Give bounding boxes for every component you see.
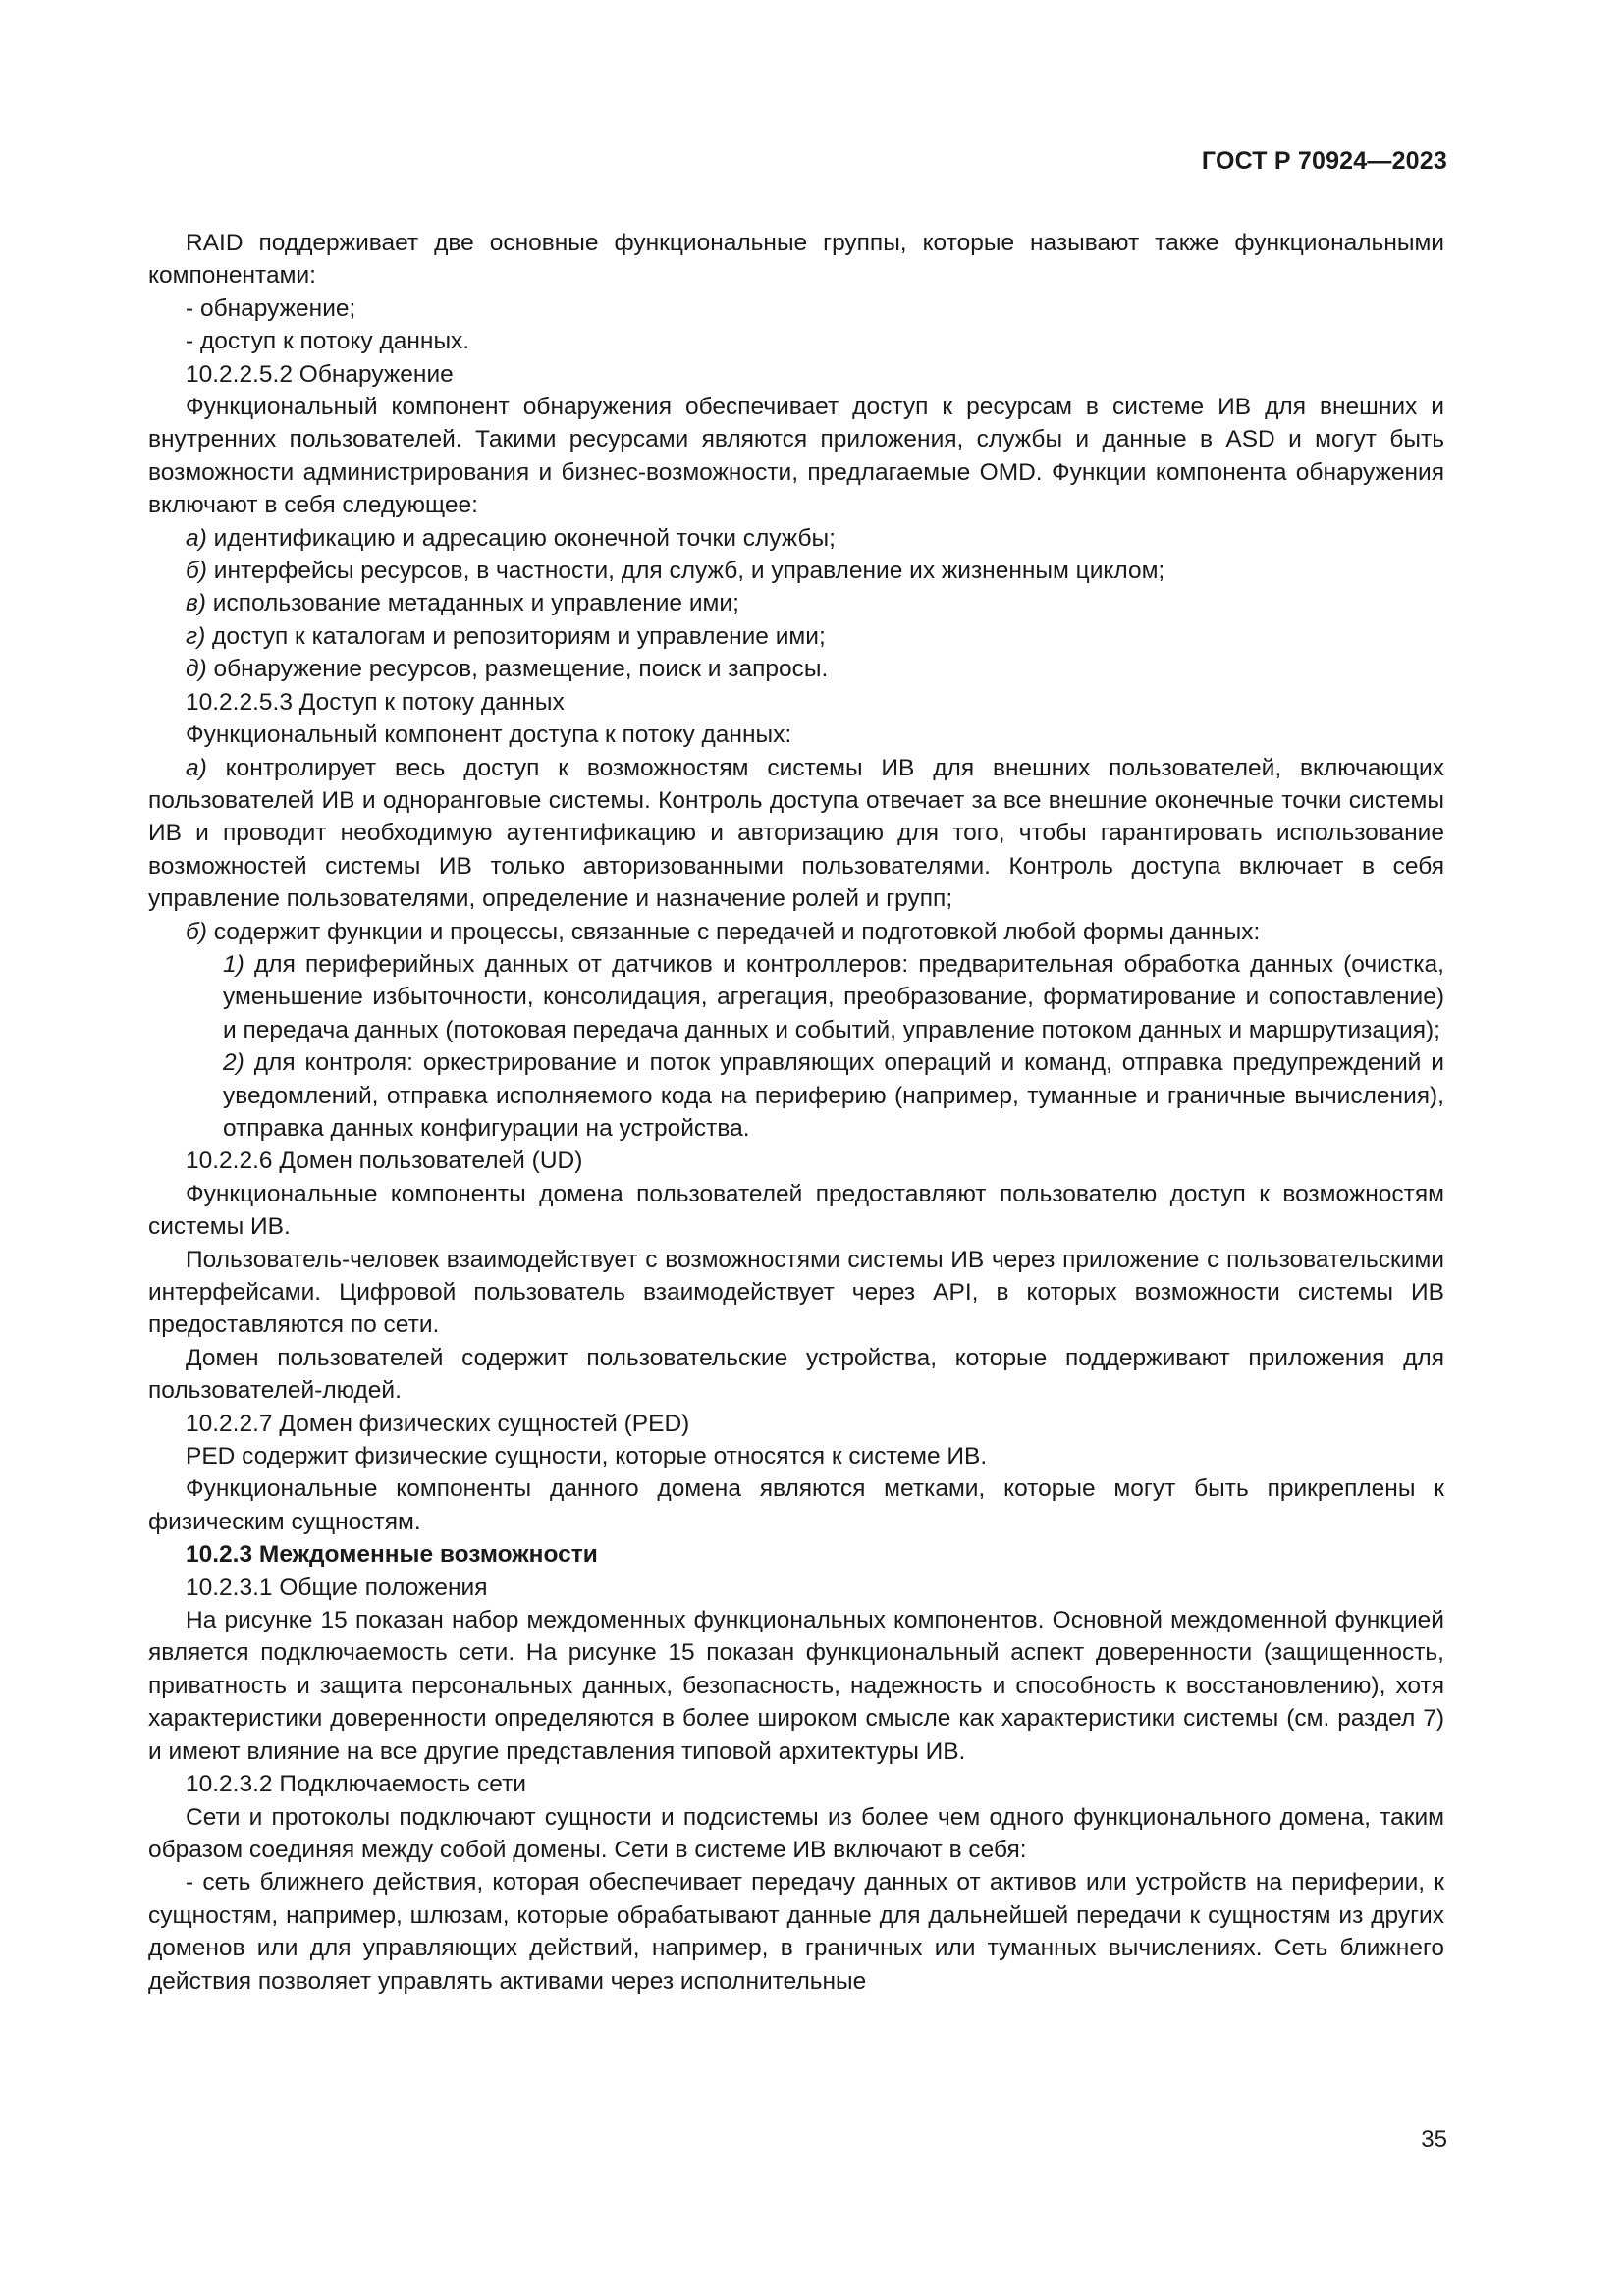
sub-list-item [148, 948, 1444, 1046]
paragraph: RAID поддерживает две основные функциональные группы, которые называют также функциональными компонентами: [148, 230, 1444, 290]
paragraph: 10.2.2.5.3 Доступ к потоку данных [186, 688, 565, 716]
list-marker: г) [186, 622, 206, 650]
list-marker: а) [186, 754, 207, 781]
paragraph: Сети и протоколы подключают сущности и подсистемы из более чем одного функционального домена, таким образом соединяя между собой домены. Сети в системе ИВ включают в себя: [148, 1803, 1444, 1863]
document-header: ГОСТ Р 70924—2023 [1201, 147, 1447, 175]
list-marker: а) [186, 524, 207, 552]
paragraph: 10.2.2.6 Домен пользователей (UD) [186, 1148, 583, 1175]
sub-list-item [148, 1046, 1444, 1145]
paragraph: Пользователь-человек взаимодействует с возможностями системы ИВ через приложение с пользовательскими интерфейсами. Цифровой пользователь взаимодействует через API, в которых возможности системы ИВ предоставляются по сети. [148, 1246, 1444, 1339]
list-item [148, 587, 1444, 619]
paragraph: Домен пользователей содержит пользовательские устройства, которые поддерживают приложения для пользователей-людей. [148, 1344, 1444, 1405]
list-marker: б) [186, 918, 207, 945]
paragraph: Функциональный компонент доступа к потоку данных: [186, 721, 792, 749]
list-marker: 2) [223, 1049, 244, 1077]
section-heading: 10.2.3 Междоменные возможности [186, 1541, 598, 1569]
list-item [148, 620, 1444, 653]
paragraph: Функциональные компоненты данного домена являются метками, которые могут быть прикреплены к физическим сущностям. [148, 1475, 1444, 1535]
list-item [148, 653, 1444, 685]
paragraph: Функциональный компонент обнаружения обеспечивает доступ к ресурсам в системе ИВ для внешних и внутренних пользователей. Такими ресурсами являются приложения, службы и данные в ASD и могут быть возможности администрирования и бизнес-возможности, предлагаемые OMD. Функции компонента обнаружения включают в себя следующее: [148, 394, 1444, 519]
list-dash-item: - обнаружение; [186, 294, 356, 322]
list-item-text: для контроля: оркестрирование и поток управляющих операций и команд, отправка предупреждений и уведомлений, отправка исполняемого кода на периферию (например, туманные и граничные вычисления), отправка данных конфигурации на устройства. [223, 1049, 1444, 1142]
list-marker: д) [186, 656, 207, 683]
list-item-text: содержит функции и процессы, связанные с передачей и подготовкой любой формы данных: [206, 918, 1261, 945]
list-marker: б) [186, 558, 207, 585]
paragraph: Функциональные компоненты домена пользователей предоставляют пользователю доступ к возможностям системы ИВ. [148, 1180, 1444, 1241]
list-marker: 1) [223, 950, 244, 978]
list-item-text: для периферийных данных от датчиков и контроллеров: предварительная обработка данных (очистка, уменьшение избыточности, консолидация, агрегация, преобразование, форматирование и сопоставление) и передача данных (потоковая передача данных и событий, управление потоком данных и маршрутизация); [223, 950, 1444, 1043]
paragraph: PED содержит физические сущности, которые относятся к системе ИВ. [186, 1443, 988, 1470]
list-item-text: обнаружение ресурсов, размещение, поиск и запросы. [206, 656, 829, 683]
list-dash-item: - доступ к потоку данных. [186, 328, 470, 355]
list-marker: в) [186, 590, 206, 617]
list-item-text: контролирует весь доступ к возможностям системы ИВ для внешних пользователей, включающих пользователей ИВ и одноранговые системы. Контроль доступа отвечает за все внешние оконечные точки системы ИВ и проводит необходимую аутентификацию и авторизацию для того, чтобы гарантировать использование возможностей системы ИВ только авторизованными пользователями. Контроль доступа включает в себя управление пользователями, определение и назначение ролей и групп; [148, 754, 1444, 913]
list-item [148, 916, 1444, 948]
paragraph: 10.2.3.1 Общие положения [186, 1574, 488, 1601]
list-item-text: доступ к каталогам и репозиториям и управление ими; [205, 622, 826, 650]
document-body [148, 227, 1444, 1998]
list-item-text: использование метаданных и управление ими; [205, 590, 739, 617]
list-item [148, 522, 1444, 555]
list-item-text: идентификацию и адресацию оконечной точки службы; [206, 524, 836, 552]
list-item [148, 752, 1444, 916]
paragraph: 10.2.2.5.2 Обнаружение [186, 360, 454, 388]
paragraph: - сеть ближнего действия, которая обеспечивает передачу данных от активов или устройств на периферии, к сущностям, например, шлюзам, которые обрабатывают данные для дальнейшей передачи к сущностям из других доменов или для управляющих действий, например, в граничных или туманных вычислениях. Сеть ближнего действия позволяет управлять активами через исполнительные [148, 1869, 1444, 1995]
paragraph: 10.2.2.7 Домен физических сущностей (PED) [186, 1410, 690, 1437]
paragraph: 10.2.3.2 Подключаемость сети [186, 1771, 526, 1798]
paragraph: На рисунке 15 показан набор междоменных функциональных компонентов. Основной междоменной функцией является подключаемость сети. На рисунке 15 показан функциональный аспект доверенности (защищенность, приватность и защита персональных данных, безопасность, надежность и способность к восстановлению), хотя характеристики доверенности определяются в более широком смысле как характеристики системы (см. раздел 7) и имеют влияние на все другие представления типовой архитектуры ИВ. [148, 1607, 1444, 1765]
list-item [148, 555, 1444, 587]
page-number: 35 [1421, 2126, 1447, 2153]
list-item-text: интерфейсы ресурсов, в частности, для служб, и управление их жизненным циклом; [206, 558, 1165, 585]
